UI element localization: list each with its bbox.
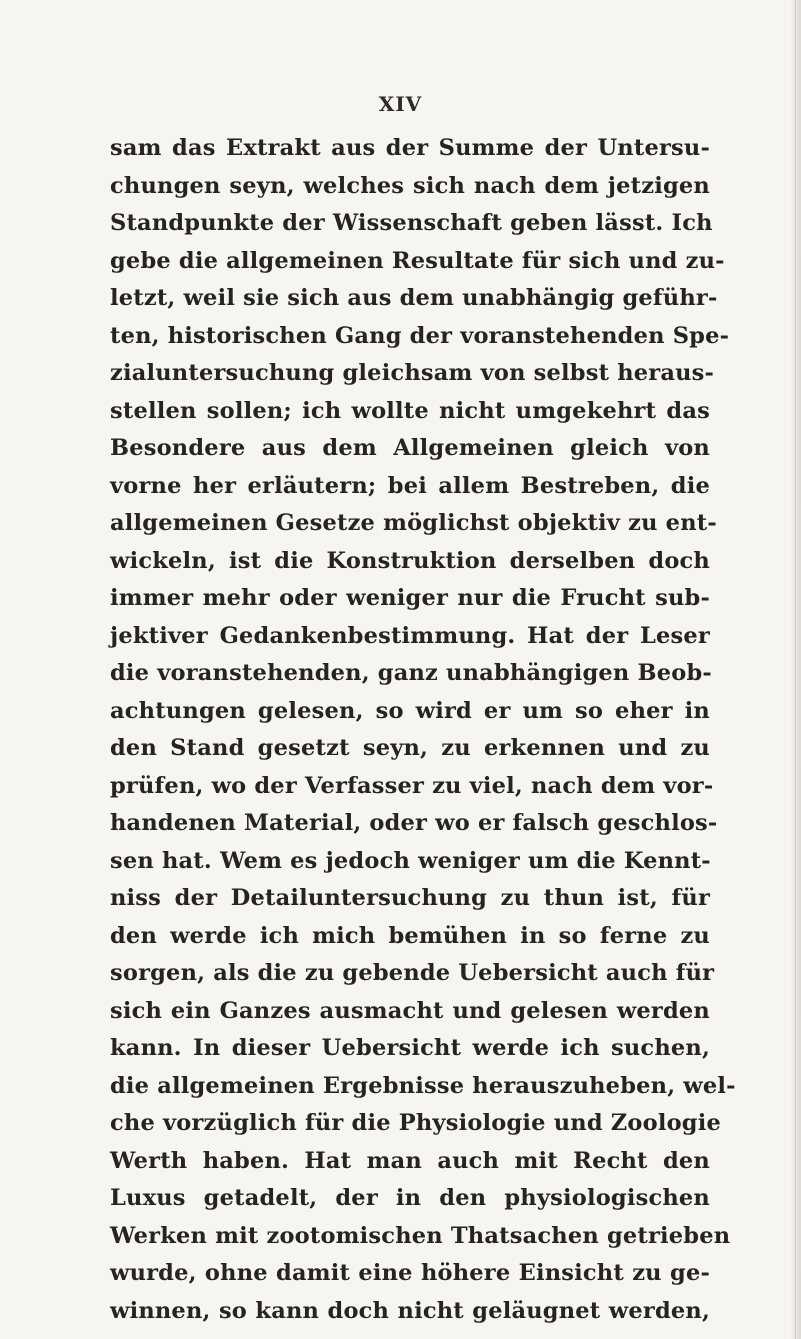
text-line: sen hat. Wem es jedoch weniger um die Kennt- [110, 847, 711, 874]
text-line: prüfen, wo der Verfasser zu viel, nach dem vor- [110, 772, 714, 799]
text-line: winnen, so kann doch nicht geläugnet werden, [110, 1297, 710, 1324]
text-line: sorgen, als die zu gebende Uebersicht auch für [110, 960, 715, 986]
text-line: allgemeinen Gesetze möglichst objektiv zu ent- [110, 510, 717, 536]
text-line: handenen Material, oder wo er falsch geschlos- [110, 810, 718, 836]
text-line: Werken mit zootomischen Thatsachen getrieben [110, 1222, 731, 1249]
text-line: achtungen gelesen, so wird er um so eher in [110, 697, 710, 724]
page-edge-shadow [791, 0, 801, 1339]
text-line: Standpunkte der Wissenschaft geben lässt. Ich [110, 210, 713, 236]
text-line: sam das Extrakt aus der Summe der Untersu- [110, 135, 710, 161]
text-line: die allgemeinen Ergebnisse herauszuheben, wel- [110, 1072, 736, 1099]
text-line: wickeln, ist die Konstruktion derselben doch [110, 547, 710, 574]
text-line: vorne her erläutern; bei allem Bestreben, die [110, 472, 710, 499]
page-number: XIV [378, 92, 423, 116]
body-text [110, 130, 736, 1330]
page-edge-line [795, 0, 796, 1339]
text-line: gebe die allgemeinen Resultate für sich und zu- [110, 247, 725, 274]
text-line: immer mehr oder weniger nur die Frucht sub- [110, 585, 710, 611]
text-line: chungen seyn, welches sich nach dem jetzigen [110, 172, 710, 199]
text-line: ten, historischen Gang der voranstehenden Spe- [110, 322, 730, 349]
text-line: den Stand gesetzt seyn, zu erkennen und zu [110, 735, 710, 761]
text-line: niss der Detailuntersuchung zu thun ist, für [110, 885, 710, 911]
text-line: stellen sollen; ich wollte nicht umgekehrt das [110, 397, 710, 424]
text-line: Luxus getadelt, der in den physiologischen [110, 1185, 710, 1211]
text-line: Besondere aus dem Allgemeinen gleich von [110, 435, 710, 461]
text-line: sich ein Ganzes ausmacht und gelesen werden [110, 997, 710, 1024]
text-line: den werde ich mich bemühen in so ferne zu [110, 922, 710, 949]
text-line: jektiver Gedankenbestimmung. Hat der Leser [110, 622, 710, 649]
text-line: zialuntersuchung gleichsam von selbst heraus- [110, 360, 715, 386]
text-line: kann. In dieser Uebersicht werde ich suchen, [110, 1035, 710, 1061]
text-line: wurde, ohne damit eine höhere Einsicht zu ge- [110, 1260, 710, 1286]
text-line: Werth haben. Hat man auch mit Recht den [110, 1147, 710, 1174]
text-line: che vorzüglich für die Physiologie und Zoologie [110, 1110, 721, 1136]
text-line: die voranstehenden, ganz unabhängigen Beob- [110, 660, 712, 686]
text-line: letzt, weil sie sich aus dem unabhängig geführ- [110, 285, 718, 311]
